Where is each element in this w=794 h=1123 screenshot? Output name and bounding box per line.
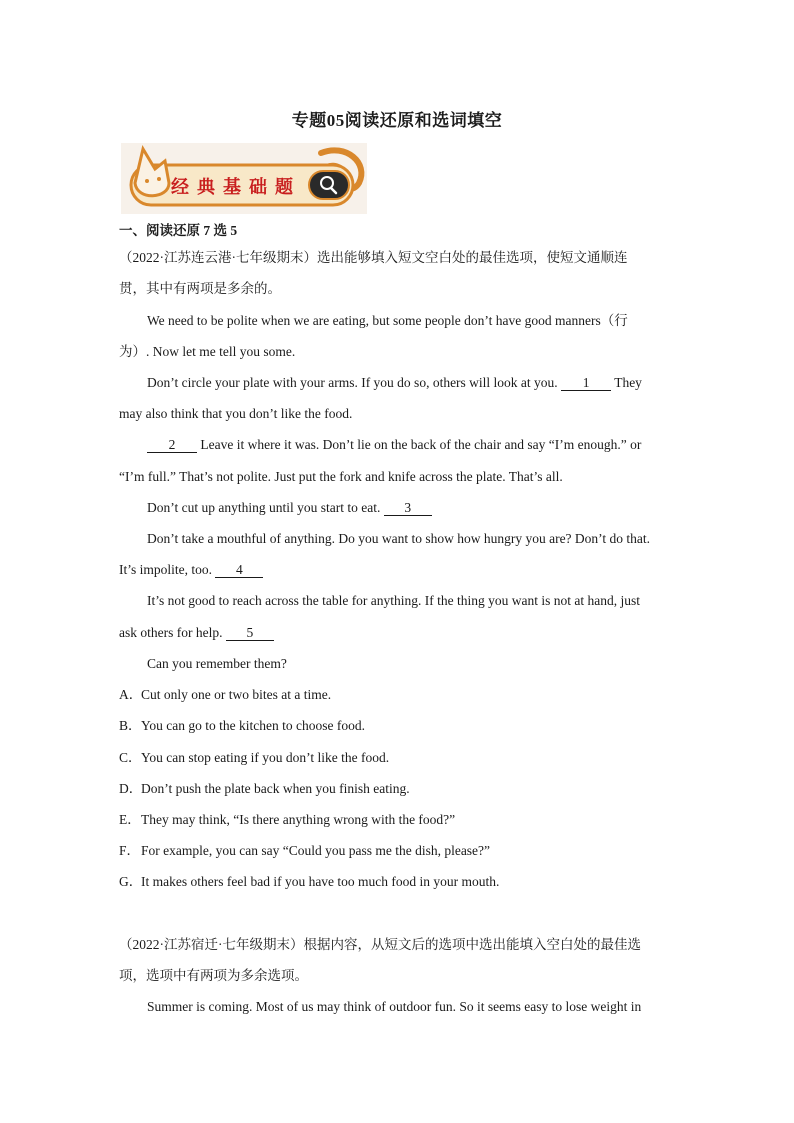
passage-line: 2 Leave it where it was. Don’t lie on the back of the chair and say “I’m enough.” or	[147, 437, 641, 453]
passage-line: ask others for help. 5	[119, 625, 274, 641]
option-a[interactable]: A．Cut only one or two bites at a time.	[119, 687, 332, 702]
option-c[interactable]: C．You can stop eating if you don’t like the food.	[119, 750, 390, 765]
option-g[interactable]: G．It makes others feel bad if you have too much food in your mouth.	[119, 874, 500, 889]
passage-line: Can you remember them?	[147, 656, 287, 671]
blank-3[interactable]: 3	[384, 501, 432, 516]
option-e[interactable]: E．They may think, “Is there anything wrong with the food?”	[119, 812, 456, 827]
question-source-cont: 贯，其中有两项是多余的。	[119, 281, 281, 296]
page-title: 专题05阅读还原和选词填空	[291, 111, 503, 130]
passage-line: Don’t cut up anything until you start to eat. 3	[147, 500, 432, 516]
question-source-cont: 项，选项中有两项为多余选项。	[119, 968, 308, 983]
passage-line: “I’m full.” That’s not polite. Just put the fork and knife across the plate. That’s all.	[119, 469, 563, 484]
passage-line: 为）. Now let me tell you some.	[119, 344, 296, 359]
section-heading: 一、阅读还原 7 选 5	[119, 223, 238, 238]
question-source: （2022·江苏宿迁·七年级期末）根据内容，从短文后的选项中选出能填入空白处的最佳选	[119, 937, 641, 952]
passage-line: We need to be polite when we are eating, but some people don’t have good manners（行	[147, 313, 628, 328]
blank-1[interactable]: 1	[561, 376, 611, 391]
passage-line: may also think that you don’t like the food.	[119, 406, 353, 421]
banner-label: 经典基础题	[171, 177, 301, 198]
banner-classic-basic	[121, 143, 367, 214]
passage-line: Don’t take a mouthful of anything. Do you want to show how hungry you are? Don’t do that.	[147, 531, 651, 546]
blank-4[interactable]: 4	[215, 563, 263, 578]
passage-line: It’s not good to reach across the table for anything. If the thing you want is not at hand, just	[147, 593, 641, 608]
question-source: （2022·江苏连云港·七年级期末）选出能够填入短文空白处的最佳选项，使短文通顺连	[119, 250, 628, 265]
passage-line: Don’t circle your plate with your arms. If you do so, others will look at you. 1 They	[147, 375, 642, 390]
passage-line: It’s impolite, too. 4	[119, 562, 263, 578]
blank-5[interactable]: 5	[226, 626, 274, 641]
option-b[interactable]: B．You can go to the kitchen to choose food.	[119, 718, 365, 733]
blank-2[interactable]: 2	[147, 438, 197, 453]
option-d[interactable]: D．Don’t push the plate back when you finish eating.	[119, 781, 410, 796]
passage-line: Summer is coming. Most of us may think of outdoor fun. So it seems easy to lose weight in	[147, 999, 642, 1014]
option-f[interactable]: F．For example, you can say “Could you pass me the dish, please?”	[119, 843, 491, 858]
